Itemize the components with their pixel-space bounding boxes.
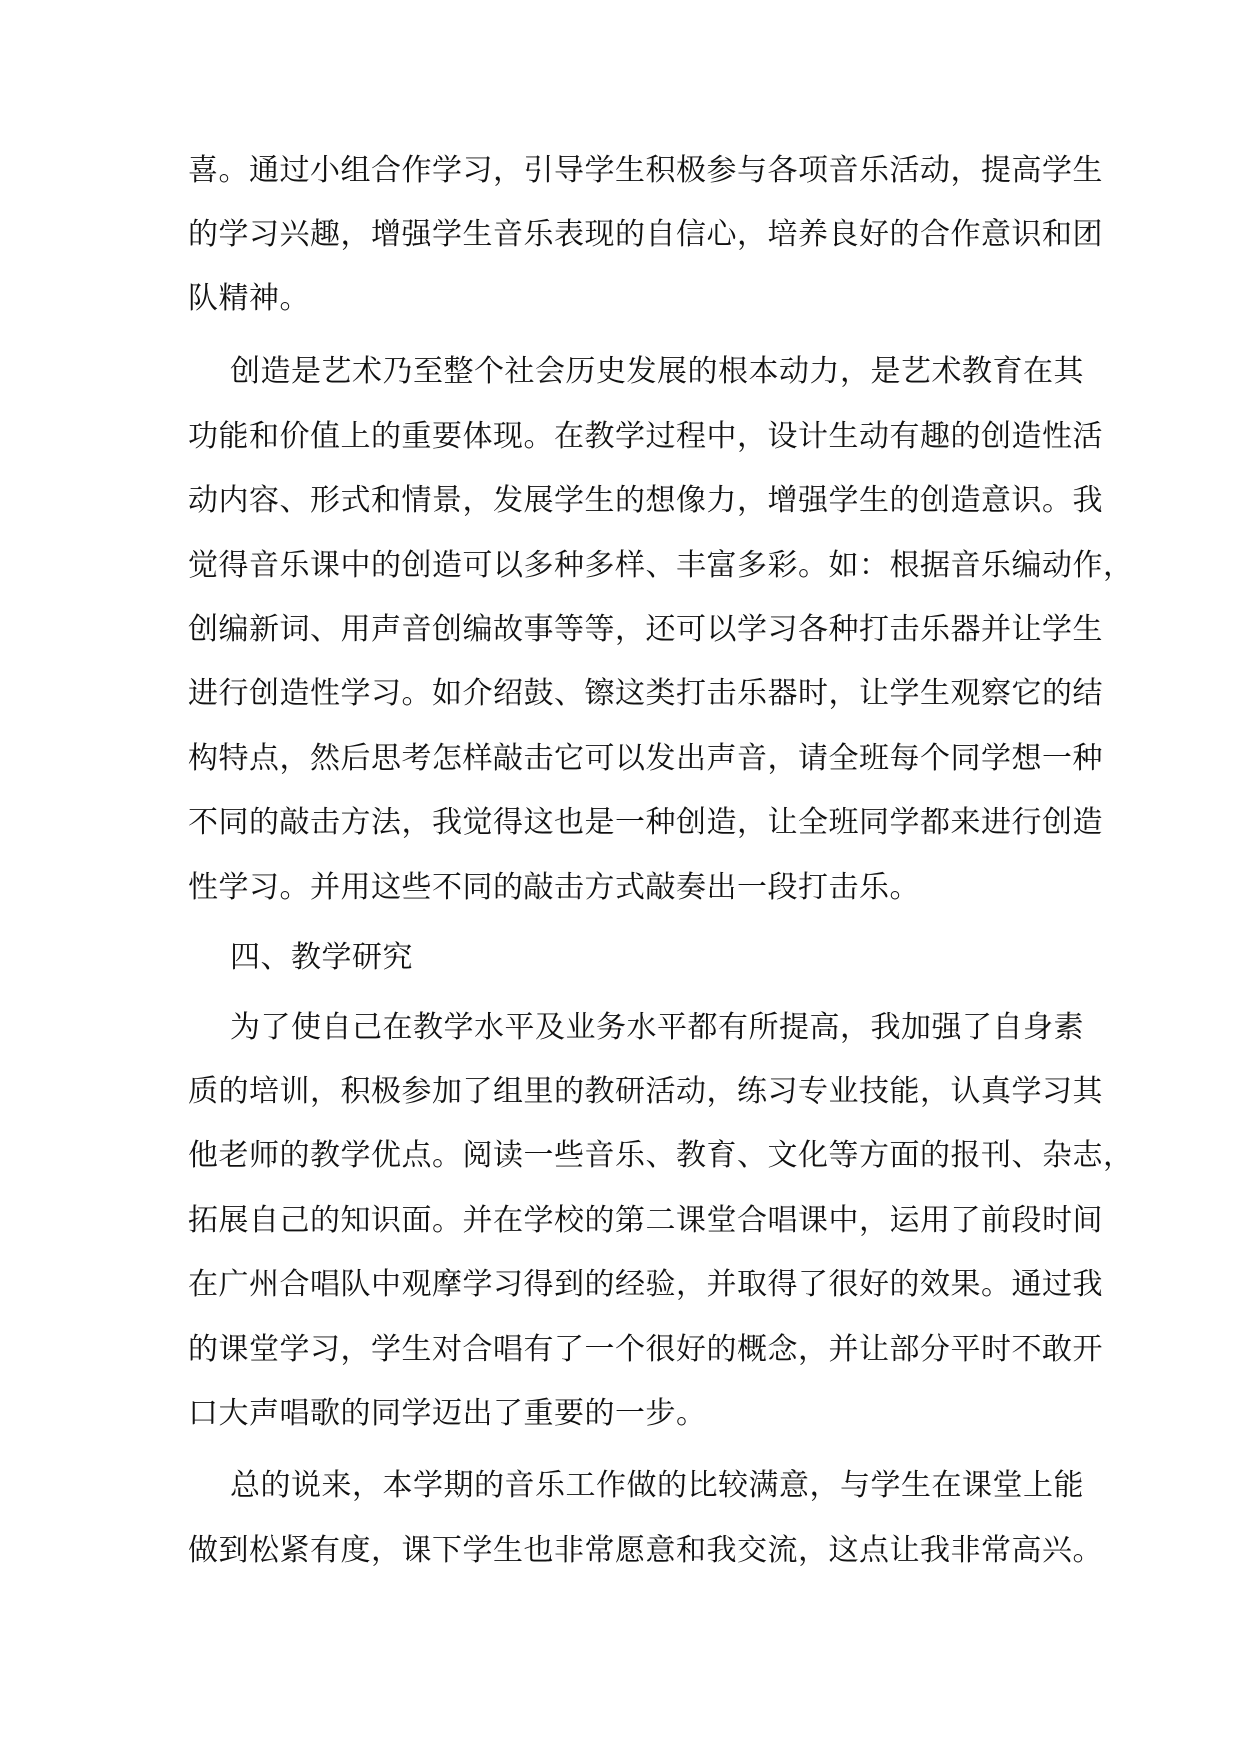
paragraph-line: 创编新词、用声音创编故事等等，还可以学习各种打击乐器并让学生 [188,612,1103,647]
paragraph-line: 的课堂学习，学生对合唱有了一个很好的概念，并让部分平时不敢开 [188,1332,1103,1367]
paragraph-line: 觉得音乐课中的创造可以多种多样、丰富多彩。如：根据音乐编动作， [188,548,1134,583]
paragraph-line: 喜。通过小组合作学习，引导学生积极参与各项音乐活动，提高学生 [188,153,1103,188]
paragraph-line: 的学习兴趣，增强学生音乐表现的自信心，培养良好的合作意识和团 [188,217,1103,252]
section-heading: 四、教学研究 [230,940,413,975]
paragraph-line: 他老师的教学优点。阅读一些音乐、教育、文化等方面的报刊、杂志， [188,1138,1134,1173]
paragraph-line: 进行创造性学习。如介绍鼓、镲这类打击乐器时，让学生观察它的结 [188,676,1103,711]
paragraph-line: 功能和价值上的重要体现。在教学过程中，设计生动有趣的创造性活 [188,419,1103,454]
paragraph-line: 质的培训，积极参加了组里的教研活动，练习专业技能，认真学习其 [188,1074,1103,1109]
paragraph-line: 为了使自己在教学水平及业务水平都有所提高，我加强了自身素 [230,1010,1084,1045]
paragraph-line: 不同的敲击方法，我觉得这也是一种创造，让全班同学都来进行创造 [188,805,1103,840]
paragraph-line: 口大声唱歌的同学迈出了重要的一步。 [188,1396,707,1431]
paragraph-line: 在广州合唱队中观摩学习得到的经验，并取得了很好的效果。通过我 [188,1267,1103,1302]
paragraph-line: 拓展自己的知识面。并在学校的第二课堂合唱课中，运用了前段时间 [188,1203,1103,1238]
paragraph-line: 创造是艺术乃至整个社会历史发展的根本动力，是艺术教育在其 [230,354,1084,389]
paragraph-line: 性学习。并用这些不同的敲击方式敲奏出一段打击乐。 [188,870,920,905]
paragraph-line: 构特点，然后思考怎样敲击它可以发出声音，请全班每个同学想一种 [188,741,1103,776]
paragraph-line: 队精神。 [188,281,310,316]
paragraph-line: 做到松紧有度，课下学生也非常愿意和我交流，这点让我非常高兴。 [188,1533,1103,1568]
paragraph-line: 动内容、形式和情景，发展学生的想像力，增强学生的创造意识。我 [188,483,1103,518]
paragraph-line: 总的说来，本学期的音乐工作做的比较满意，与学生在课堂上能 [230,1468,1084,1503]
